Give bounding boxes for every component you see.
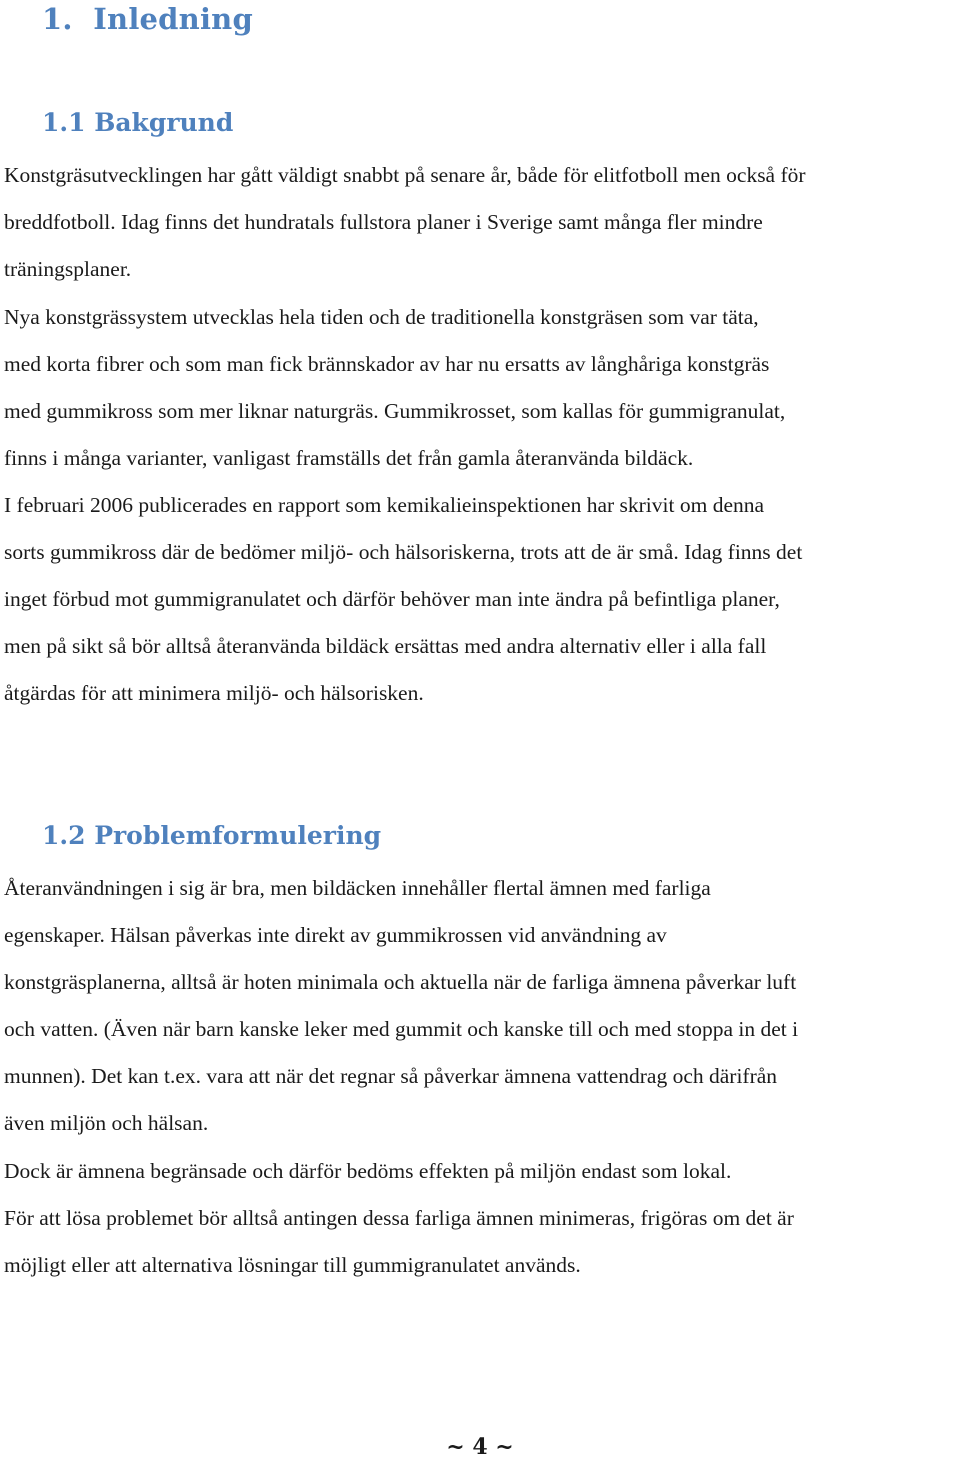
page-number: ~ 4 ~	[446, 1434, 514, 1460]
text-line: inget förbud mot gummigranulatet och därför behöver man inte ändra på befintliga planer,	[4, 587, 780, 611]
text-line: möjligt eller att alternativa lösningar till gummigranulatet används.	[4, 1253, 581, 1277]
text-line: och vatten. (Även när barn kanske leker med gummit och kanske till och med stoppa in det i	[4, 1017, 799, 1041]
section-heading-bakgrund: 1.1 Bakgrund	[42, 108, 234, 137]
chapter-heading: 1. Inledning	[42, 2, 253, 36]
text-line: åtgärdas för att minimera miljö- och hälsorisken.	[4, 681, 424, 705]
text-line: breddfotboll. Idag finns det hundratals fullstora planer i Sverige samt många fler mindre	[4, 210, 763, 234]
text-line: Återanvändningen i sig är bra, men bildäcken innehåller flertal ämnen med farliga	[4, 876, 711, 900]
text-line: egenskaper. Hälsan påverkas inte direkt av gummikrossen vid användning av	[4, 923, 667, 947]
paragraph-bakgrund-3	[4, 482, 960, 717]
paragraph-problemformulering-1	[4, 865, 960, 1147]
text-line: Konstgräsutvecklingen har gått väldigt snabbt på senare år, både för elitfotboll men också för	[4, 163, 806, 187]
text-line: med korta fibrer och som man fick brännskador av har nu ersatts av långhåriga konstgräs	[4, 352, 770, 376]
text-line: För att lösa problemet bör alltså antingen dessa farliga ämnen minimeras, frigöras om det är	[4, 1206, 794, 1230]
section-heading-problemformulering: 1.2 Problemformulering	[42, 821, 382, 850]
text-line: konstgräsplanerna, alltså är hoten minimala och aktuella när de farliga ämnena påverkar luft	[4, 970, 797, 994]
text-line: även miljön och hälsan.	[4, 1111, 209, 1135]
text-line: med gummikross som mer liknar naturgräs. Gummikrosset, som kallas för gummigranulat,	[4, 399, 786, 423]
text-line: I februari 2006 publicerades en rapport som kemikalieinspektionen har skrivit om denna	[4, 493, 765, 517]
text-line: sorts gummikross där de bedömer miljö- och hälsoriskerna, trots att de är små. Idag finns det	[4, 540, 803, 564]
text-line: Dock är ämnena begränsade och därför bedöms effekten på miljön endast som lokal.	[4, 1159, 732, 1183]
paragraph-bakgrund-2	[4, 294, 960, 482]
paragraph-problemformulering-2	[4, 1148, 960, 1195]
text-line: men på sikt så bör alltså återanvända bildäck ersättas med andra alternativ eller i alla fall	[4, 634, 767, 658]
paragraph-problemformulering-3	[4, 1195, 960, 1289]
text-line: Nya konstgrässystem utvecklas hela tiden och de traditionella konstgräsen som var täta,	[4, 305, 759, 329]
text-line: munnen). Det kan t.ex. vara att när det regnar så påverkar ämnena vattendrag och därifrån	[4, 1064, 778, 1088]
text-line: finns i många varianter, vanligast framställs det från gamla återanvända bildäck.	[4, 446, 694, 470]
paragraph-bakgrund-1: Konstgräsutvecklingen har gått väldigt snabbt på senare år, både för elitfotboll men också för breddfotboll. Idag finns det hundratals fullstora planer i Sverige samt många fler mindre träningsplaner.	[4, 152, 960, 246]
